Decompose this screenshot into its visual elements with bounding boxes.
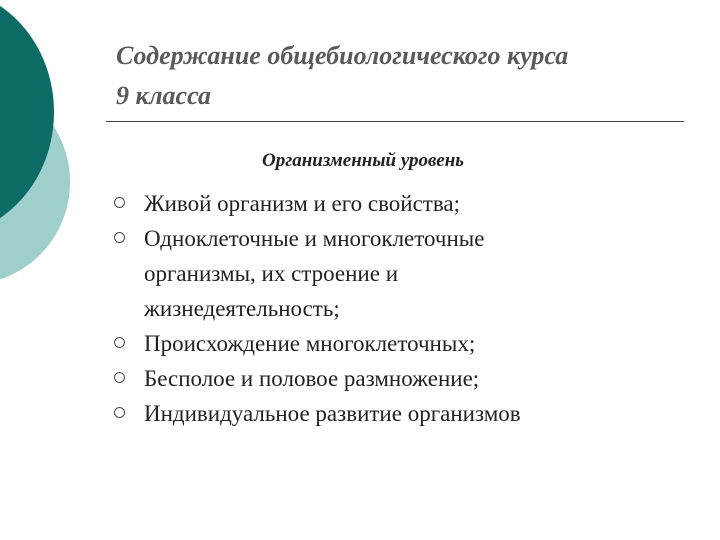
list-item <box>110 396 670 431</box>
list-item <box>110 186 670 221</box>
title-line-2: 9 класса <box>116 81 211 110</box>
list-item <box>110 361 670 396</box>
list-item-text: Индивидуальное развитие организмов <box>144 401 521 426</box>
circle-bullet-icon <box>114 197 125 208</box>
circle-bullet-icon <box>114 232 125 243</box>
circle-bullet-icon <box>114 407 125 418</box>
decorative-circles <box>0 0 120 320</box>
list-item <box>110 326 670 361</box>
title-divider <box>106 121 684 122</box>
slide-title <box>116 36 696 116</box>
circle-bullet-icon <box>114 372 125 383</box>
circle-bullet-icon <box>114 337 125 348</box>
list-item-text: Бесполое и половое размножение; <box>144 366 480 391</box>
slide-subtitle: Организменный уровень <box>262 150 464 171</box>
list-item-text-line-3: жизнедеятельность; <box>144 296 340 321</box>
list-item-text-line-2: организмы, их строение и <box>144 261 398 286</box>
list-item-text: Живой организм и его свойства; <box>144 191 461 216</box>
bullet-list <box>110 186 670 431</box>
list-item <box>110 221 670 326</box>
title-line-1: Содержание общебиологического курса <box>116 41 569 70</box>
list-item-text: Происхождение многоклеточных; <box>144 331 476 356</box>
list-item-text-line-1: Одноклеточные и многоклеточные <box>144 226 485 251</box>
